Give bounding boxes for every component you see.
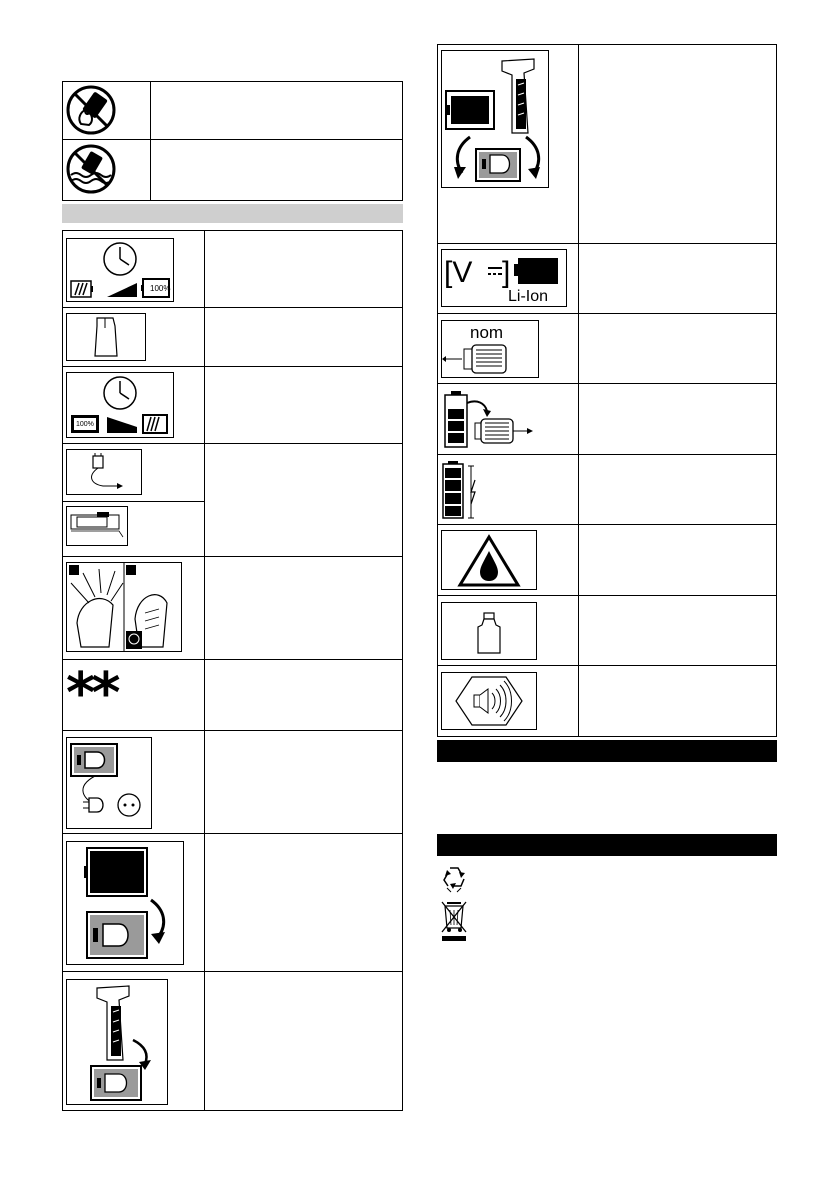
battery-motor-icon [441,389,537,449]
battery-charger-icon [66,506,128,546]
led-indicator-icon [66,562,182,652]
recycle-icon [439,864,469,894]
device-cycle-icon [441,50,549,188]
device-outline-icon [66,313,146,361]
nominal-label: nom [470,323,504,342]
asterisk-icon: ** [66,661,117,726]
sound-level-icon [441,672,537,730]
device-to-plug-icon [66,979,168,1105]
no-fire-icon [65,84,117,136]
plug-socket-icon [66,737,152,829]
section-bar-black-1 [437,740,777,762]
section-bar-black-2 [437,834,777,856]
percent-label-runtime: 100% [76,421,94,428]
charging-time-icon [66,238,174,302]
svg-text:]: ] [502,256,511,289]
crossed-bin-icon [439,898,469,942]
warning-divider-h [62,139,403,140]
voltage-li-ion-icon [441,249,567,307]
symbols-table-left-divider [204,230,205,1111]
percent-label: 100% [150,284,171,293]
battery-capacity-icon [441,460,481,520]
battery-to-plug-icon [66,841,184,965]
warning-divider-v [150,81,151,201]
battery-type-label: Li-Ion [508,288,549,305]
fluid-warning-icon [441,530,537,590]
motor-nominal-icon [441,320,539,378]
no-water-icon [65,143,117,195]
svg-text:[V: [V [444,256,473,289]
runtime-icon [66,372,174,438]
charger-icon [66,449,142,495]
weight-icon [441,602,537,660]
section-bar-gray [62,204,403,223]
symbols-table-right-divider [578,44,579,737]
